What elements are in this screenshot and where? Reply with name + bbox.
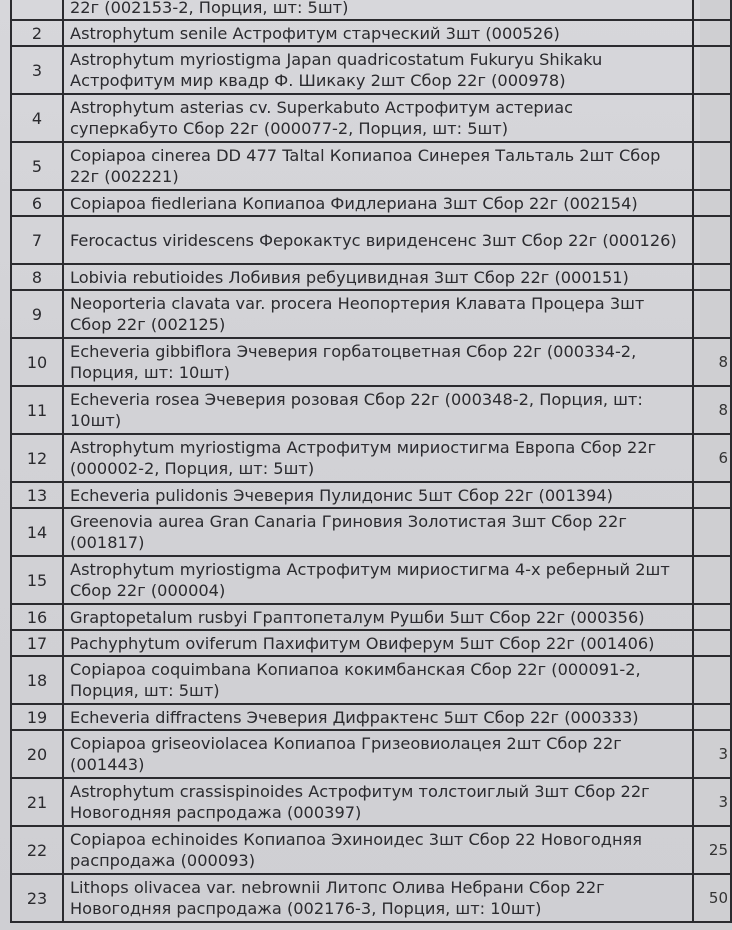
- item-description: Neoporteria clavata var. procera Неопортерия Клавата Процера 3шт Сбор 22г (002125): [63, 290, 693, 338]
- order-table: [10, 0, 732, 923]
- row-quantity: [693, 142, 731, 190]
- item-description: Copiapoa griseoviolacea Копиапоа Гризеовиолацея 2шт Сбор 22г (001443): [63, 730, 693, 778]
- item-description: Copiapoa fiedleriana Копиапоа Фидлериана 3шт Сбор 22г (002154): [63, 190, 693, 216]
- row-quantity: [693, 290, 731, 338]
- table-row: [11, 190, 731, 216]
- row-number: 21: [11, 778, 63, 826]
- row-quantity: [693, 630, 731, 656]
- item-description: Copiapoa cinerea DD 477 Taltal Копиапоа Синерея Тальталь 2шт Сбор 22г (002221): [63, 142, 693, 190]
- row-quantity: [693, 264, 731, 290]
- row-quantity: [693, 656, 731, 704]
- item-description: Astrophytum senile Астрофитум старческий 3шт (000526): [63, 20, 693, 46]
- table-row: [11, 290, 731, 338]
- row-number: 10: [11, 338, 63, 386]
- item-description: Echeveria rosea Эчеверия розовая Сбор 22г (000348-2, Порция, шт: 10шт): [63, 386, 693, 434]
- row-number: 3: [11, 46, 63, 94]
- table-row: [11, 704, 731, 730]
- table-row: [11, 94, 731, 142]
- table-row: [11, 826, 731, 874]
- row-number: 23: [11, 874, 63, 922]
- item-description: Pachyphytum oviferum Пахифитум Овиферум 5шт Сбор 22г (001406): [63, 630, 693, 656]
- item-description: Ferocactus viridescens Ферокактус вириденсенс 3шт Сбор 22г (000126): [63, 216, 693, 264]
- table-row: [11, 556, 731, 604]
- row-number: 20: [11, 730, 63, 778]
- row-number: 17: [11, 630, 63, 656]
- table-row: [11, 338, 731, 386]
- item-description: Astrophytum myriostigma Japan quadricostatum Fukuryu Shikaku Астрофитум мир квадр Ф. Шикаку 2шт Сбор 22г (000978): [63, 46, 693, 94]
- row-number: 14: [11, 508, 63, 556]
- item-description: Lithops olivacea var. nebrownii Литопс Олива Небрани Сбор 22г Новогодняя распродажа (002176-3, Порция, шт: 10шт): [63, 874, 693, 922]
- row-quantity: [693, 46, 731, 94]
- row-quantity: [693, 94, 731, 142]
- table-row: [11, 0, 731, 20]
- item-description: Echeveria diffractens Эчеверия Дифрактенс 5шт Сбор 22г (000333): [63, 704, 693, 730]
- row-number: 15: [11, 556, 63, 604]
- row-number: 4: [11, 94, 63, 142]
- table-row: [11, 264, 731, 290]
- row-number: [11, 0, 63, 20]
- row-number: 18: [11, 656, 63, 704]
- row-quantity: [693, 556, 731, 604]
- row-number: 11: [11, 386, 63, 434]
- row-quantity: 8: [693, 386, 731, 434]
- row-quantity: [693, 190, 731, 216]
- item-description: Echeveria gibbiflora Эчеверия горбатоцветная Сбор 22г (000334-2, Порция, шт: 10шт): [63, 338, 693, 386]
- item-description: Copiapoa echinoides Копиапоа Эхиноидес 3шт Сбор 22 Новогодняя распродажа (000093): [63, 826, 693, 874]
- table-row: [11, 482, 731, 508]
- row-number: 6: [11, 190, 63, 216]
- item-description: Graptopetalum rusbyi Граптопеталум Рушби 5шт Сбор 22г (000356): [63, 604, 693, 630]
- table-row: [11, 386, 731, 434]
- item-description: Copiapoa coquimbana Копиапоа кокимбанская Сбор 22г (000091-2, Порция, шт: 5шт): [63, 656, 693, 704]
- item-description: 22г (002153-2, Порция, шт: 5шт): [63, 0, 693, 20]
- table-row: [11, 434, 731, 482]
- table-row: [11, 46, 731, 94]
- table-row: [11, 730, 731, 778]
- row-quantity: 25: [693, 826, 731, 874]
- item-description: Astrophytum asterias cv. Superkabuto Астрофитум астериас суперкабуто Сбор 22г (000077-2, Порция, шт: 5шт): [63, 94, 693, 142]
- row-number: 16: [11, 604, 63, 630]
- row-number: 7: [11, 216, 63, 264]
- row-quantity: [693, 0, 731, 20]
- item-description: Astrophytum myriostigma Астрофитум мириостигма 4-х реберный 2шт Сбор 22г (000004): [63, 556, 693, 604]
- row-quantity: 50: [693, 874, 731, 922]
- table-row: [11, 142, 731, 190]
- row-number: 8: [11, 264, 63, 290]
- table-row: [11, 20, 731, 46]
- table-row: [11, 508, 731, 556]
- table-row: [11, 630, 731, 656]
- row-number: 22: [11, 826, 63, 874]
- table-row: [11, 604, 731, 630]
- table-row: [11, 874, 731, 922]
- table-row: [11, 778, 731, 826]
- table-row: [11, 216, 731, 264]
- row-quantity: [693, 604, 731, 630]
- item-description: Lobivia rebutioides Лобивия ребуцивидная 3шт Сбор 22г (000151): [63, 264, 693, 290]
- row-quantity: [693, 216, 731, 264]
- item-description: Astrophytum crassispinoides Астрофитум толстоиглый 3шт Сбор 22г Новогодняя распродажа (000397): [63, 778, 693, 826]
- table-row: [11, 656, 731, 704]
- row-number: 2: [11, 20, 63, 46]
- row-number: 5: [11, 142, 63, 190]
- item-description: Echeveria pulidonis Эчеверия Пулидонис 5шт Сбор 22г (001394): [63, 482, 693, 508]
- item-description: Astrophytum myriostigma Астрофитум мириостигма Европа Сбор 22г (000002-2, Порция, шт: 5шт): [63, 434, 693, 482]
- row-quantity: 6: [693, 434, 731, 482]
- row-quantity: 3: [693, 730, 731, 778]
- row-quantity: [693, 20, 731, 46]
- row-quantity: 8: [693, 338, 731, 386]
- row-number: 9: [11, 290, 63, 338]
- row-quantity: [693, 704, 731, 730]
- row-number: 13: [11, 482, 63, 508]
- item-description: Greenovia aurea Gran Canaria Гриновия Золотистая 3шт Сбор 22г (001817): [63, 508, 693, 556]
- row-number: 19: [11, 704, 63, 730]
- row-number: 12: [11, 434, 63, 482]
- row-quantity: 3: [693, 778, 731, 826]
- row-quantity: [693, 482, 731, 508]
- row-quantity: [693, 508, 731, 556]
